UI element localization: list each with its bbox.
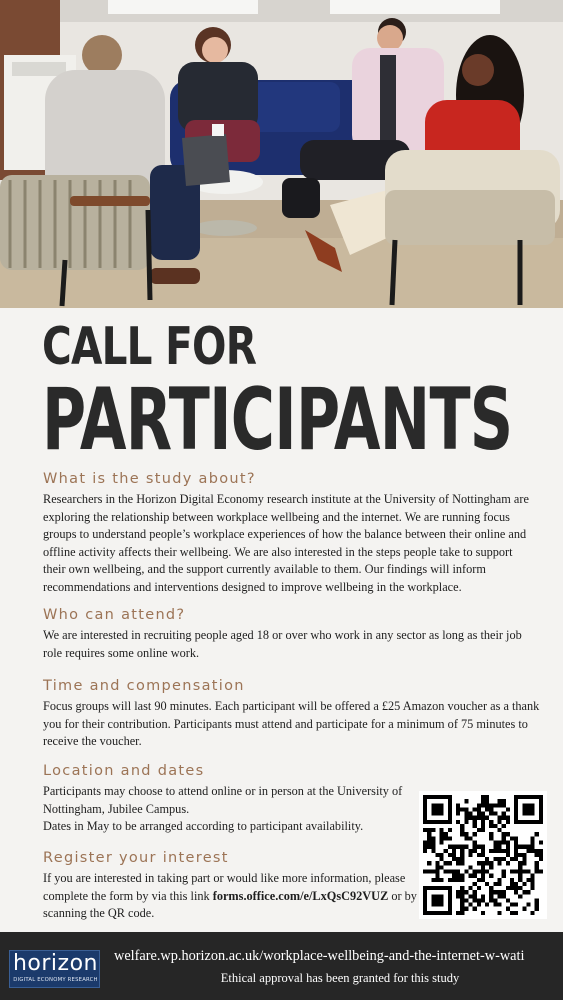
page-title [42, 317, 563, 470]
section-body-location: Participants may choose to attend online or in person at the University of Nottingham, Jubilee Campus. [43, 784, 403, 816]
section-body-about: Researchers in the Horizon Digital Economy research institute at the University of Nottingham are exploring the relationship between workplace wellbeing and the internet. We are running focus groups to understand people’s workplace experiences of how the balance between their online and offline activity affects their wellbeing. We are also interested in the steps people take to support their own wellbeing, and the support currently available to them. Our findings will inform recommendations and interventions designed to improve wellbeing in the workplace. [43, 492, 529, 594]
footer [0, 932, 563, 1000]
section-location-dates [43, 762, 403, 836]
section-body-dates: Dates in May to be arranged according to participant availability. [43, 819, 364, 834]
qr-code[interactable] [419, 791, 547, 919]
section-heading-about: What is the study about? [43, 471, 256, 487]
section-body-register [43, 870, 418, 923]
section-register-interest [43, 849, 418, 923]
qr-code-icon [423, 795, 543, 915]
logo-subtitle: DIGITAL ECONOMY RESEARCH [13, 977, 98, 983]
horizon-logo [9, 950, 100, 988]
title-line-participants: PARTICIPANTS [42, 370, 513, 470]
logo-wordmark: horizon [12, 951, 98, 976]
section-body-time: Focus groups will last 90 minutes. Each participant will be offered a £25 Amazon voucher as a thank you for their contribution. Participants must attend and participate for a minimum of 75 minutes to receive the voucher. [43, 699, 540, 749]
register-text-after: or by scanning the QR code. [43, 888, 417, 921]
footer-ethics-note: Ethical approval has been granted for this study [220, 971, 460, 985]
section-heading-time: Time and compensation [43, 678, 245, 694]
section-heading-register: Register your interest [43, 850, 229, 866]
focus-group-illustration [0, 0, 563, 308]
section-heading-attend: Who can attend? [43, 607, 186, 623]
section-time-compensation [43, 677, 543, 751]
hero-photo [0, 0, 563, 308]
register-text-before: If you are interested in taking part or would like more information, please complete the form by via this link [43, 871, 406, 903]
title-line-call-for: CALL FOR [42, 317, 257, 377]
section-body-attend: We are interested in recruiting people aged 18 or over who work in any sector as long as their job role requires some online work. [43, 628, 522, 660]
register-form-link[interactable]: forms.office.com/e/LxQsC92VUZ [212, 888, 389, 903]
section-heading-location: Location and dates [43, 763, 205, 779]
section-who-can-attend [43, 606, 535, 662]
section-study-about [43, 470, 535, 597]
footer-url-link[interactable]: welfare.wp.horizon.ac.uk/workplace-wellbeing-and-the-internet-w-wati [114, 948, 525, 964]
